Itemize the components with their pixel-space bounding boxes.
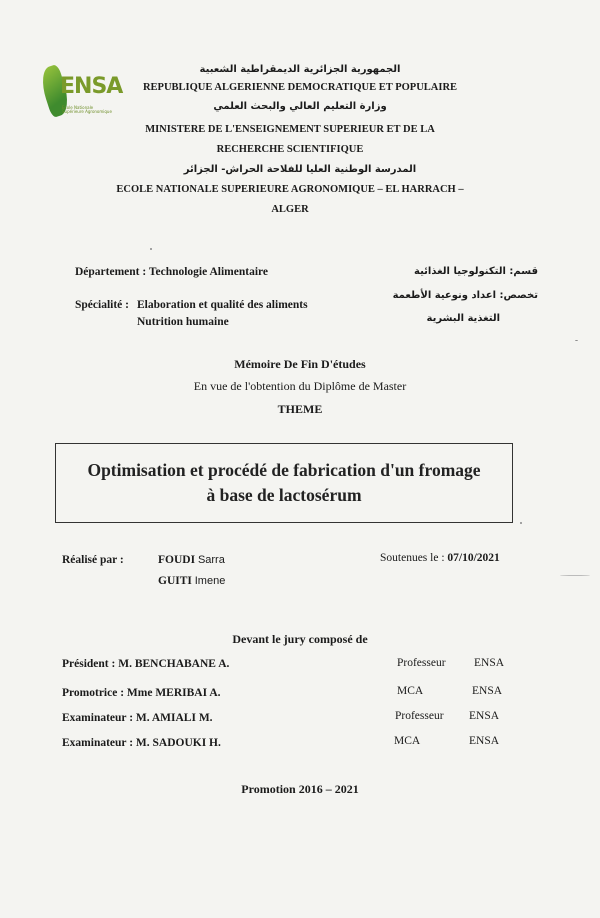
author2-last: GUITI: [158, 575, 192, 587]
department-fr: Département : Technologie Alimentaire: [75, 266, 269, 278]
republic-fr: REPUBLIQUE ALGERIENNE DEMOCRATIQUE ET POPULAIRE: [142, 82, 458, 93]
jury-role-3: Examinateur : M. SADOUKI H.: [62, 737, 221, 749]
jury-inst-3: ENSA: [469, 735, 500, 747]
ministry-ar: وزارة التعليم العالي والبحث العلمي: [213, 101, 387, 112]
author2-first: Imene: [194, 575, 226, 587]
scan-speck: [560, 575, 590, 576]
jury-role-2: Examinateur : M. AMIALI M.: [62, 712, 213, 724]
ministry-fr-line2: RECHERCHE SCIENTIFIQUE: [216, 144, 364, 155]
jury-grade-2: Professeur: [395, 710, 444, 722]
defense-label: Soutenues le :: [380, 552, 445, 564]
jury-inst-1: ENSA: [472, 685, 503, 697]
authors-label: Réalisé par :: [62, 554, 124, 566]
ministry-fr-line1: MINISTERE DE L'ENSEIGNEMENT SUPERIEUR ET DE LA: [145, 124, 435, 135]
ensa-logo: [42, 62, 123, 124]
theme-line1: Optimisation et procédé de fabrication d'un fromage: [87, 460, 481, 480]
defense: [380, 552, 500, 564]
author1: [158, 554, 225, 566]
logo-subtitle: Ecole Nationale Supérieure Agronomique: [62, 105, 112, 114]
jury-grade-0: Professeur: [397, 657, 446, 669]
defense-date: 07/10/2021: [447, 552, 500, 564]
logo-text: ENSA: [60, 74, 123, 99]
republic-ar: الجمهورية الجزائرية الديمقراطية الشعبية: [199, 64, 401, 75]
speciality-value2: Nutrition humaine: [137, 316, 229, 328]
speciality-label: Spécialité :: [75, 299, 129, 311]
author1-last: FOUDI: [158, 554, 196, 566]
theme-title: [56, 458, 512, 508]
theme-label: THEME: [277, 402, 323, 416]
jury-grade-3: MCA: [394, 735, 421, 747]
memoire-subtitle: En vue de l'obtention du Diplôme de Master: [193, 379, 407, 393]
jury-role-0: Président : M. BENCHABANE A.: [62, 658, 230, 670]
school-ar: المدرسة الوطنية العليا للفلاحة الحراش- الجزائر: [183, 164, 417, 175]
theme-box: [55, 443, 513, 523]
speciality-ar1: تخصص: اعداد ونوعية الأطعمة: [392, 290, 538, 301]
memoire-title: Mémoire De Fin D'études: [234, 357, 366, 371]
jury-inst-2: ENSA: [469, 710, 500, 722]
speciality-ar2: التغذية البشرية: [426, 313, 500, 324]
author2: [158, 575, 225, 587]
school-fr-line1: ECOLE NATIONALE SUPERIEURE AGRONOMIQUE – EL HARRACH –: [116, 184, 464, 195]
school-fr-line2: ALGER: [271, 204, 309, 215]
author1-first: Sarra: [197, 554, 225, 566]
department-ar: قسم: التكنولوجيا الغذائية: [414, 266, 538, 277]
jury-heading: Devant le jury composé de: [232, 632, 368, 646]
scan-speck: [520, 522, 522, 524]
scan-speck: [150, 248, 152, 250]
theme-line2: à base de lactosérum: [206, 485, 362, 505]
promotion: Promotion 2016 – 2021: [241, 782, 359, 796]
jury-grade-1: MCA: [397, 685, 424, 697]
speciality-value1: Elaboration et qualité des aliments: [137, 299, 308, 311]
jury-inst-0: ENSA: [474, 657, 505, 669]
scan-speck: [575, 340, 578, 341]
jury-role-1: Promotrice : Mme MERIBAI A.: [62, 687, 221, 699]
